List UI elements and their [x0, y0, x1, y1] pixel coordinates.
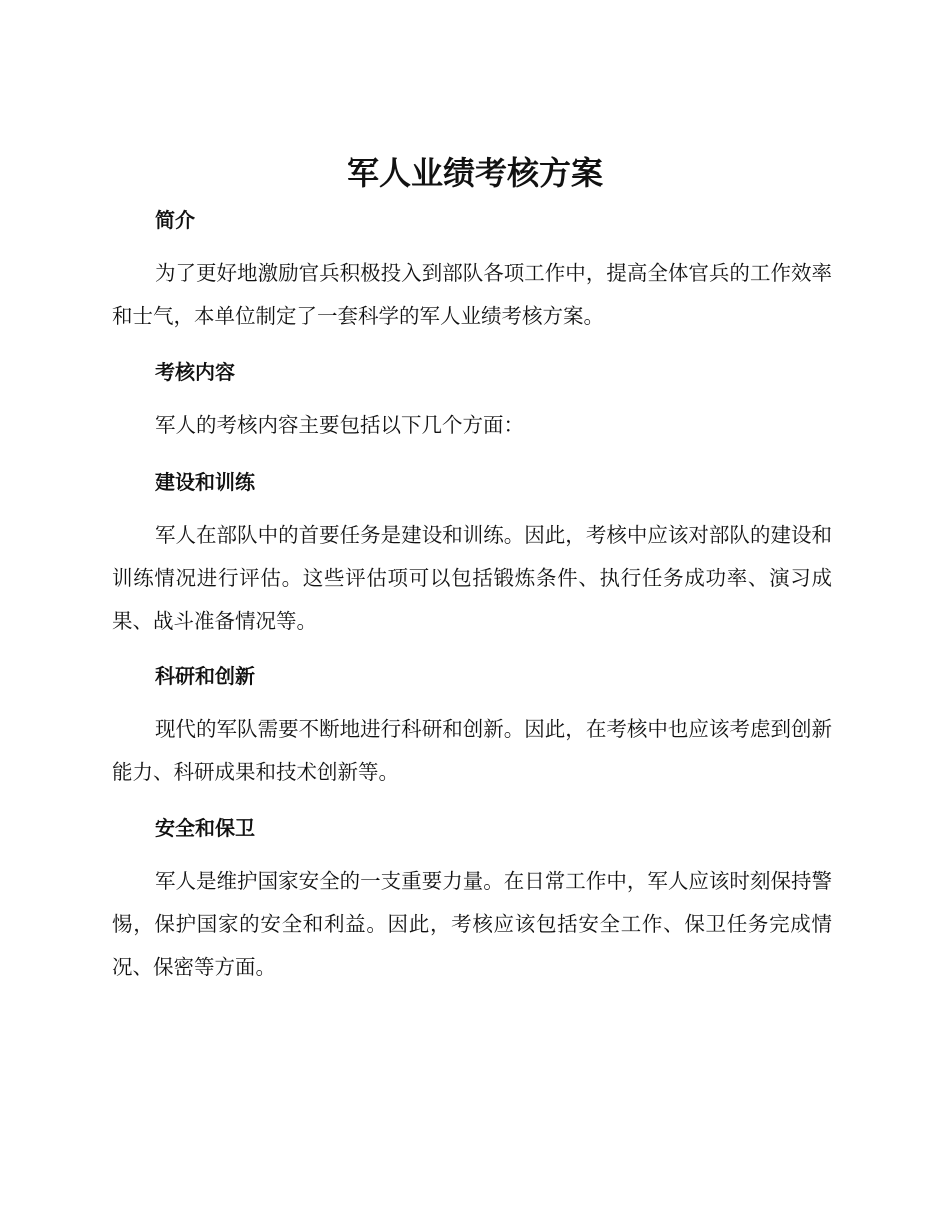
section-paragraph-intro: 为了更好地激励官兵积极投入到部队各项工作中，提高全体官兵的工作效率和士气，本单位制定了一套科学的军人业绩考核方案。 [112, 261, 832, 328]
document-title: 军人业绩考核方案 [346, 154, 603, 192]
section-paragraph-research: 现代的军队需要不断地进行科研和创新。因此，在考核中也应该考虑到创新能力、科研成果和技术创新等。 [112, 717, 832, 784]
section-heading-research: 科研和创新 [155, 664, 255, 688]
section-paragraph-content: 军人的考核内容主要包括以下几个方面： [155, 413, 524, 437]
section-heading-intro: 简介 [155, 208, 195, 232]
section-paragraph-training: 军人在部队中的首要任务是建设和训练。因此，考核中应该对部队的建设和训练情况进行评估。这些评估项可以包括锻炼条件、执行任务成功率、演习成果、战斗准备情况等。 [112, 523, 832, 633]
section-paragraph-security: 军人是维护国家安全的一支重要力量。在日常工作中，军人应该时刻保持警惕，保护国家的安全和利益。因此，考核应该包括安全工作、保卫任务完成情况、保密等方面。 [112, 869, 832, 979]
section-heading-training: 建设和训练 [155, 470, 255, 494]
section-heading-content: 考核内容 [155, 360, 235, 384]
section-heading-security: 安全和保卫 [155, 816, 255, 840]
